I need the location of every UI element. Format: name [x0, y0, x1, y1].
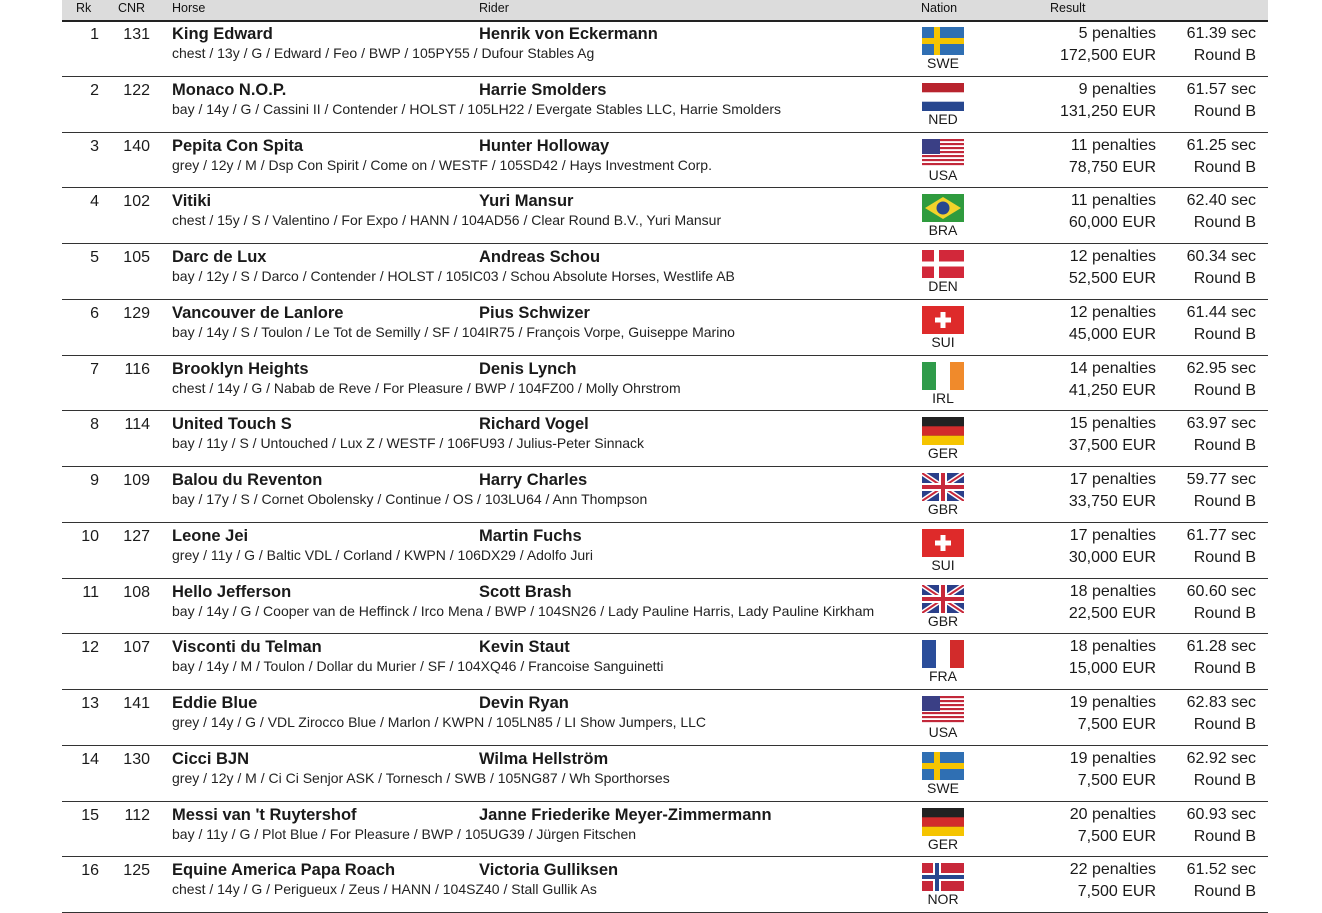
rank-cell: 8 — [90, 416, 99, 434]
cnr-cell: 112 — [124, 806, 150, 824]
round-time: 63.97 sec — [1186, 415, 1256, 433]
nation-code: DEN — [928, 278, 958, 294]
round-label: Round B — [1193, 158, 1256, 176]
rider-name: Scott Brash — [479, 582, 572, 601]
cnr-cell: 122 — [123, 81, 150, 99]
table-row — [62, 132, 1268, 189]
cnr-cell: 141 — [123, 695, 150, 712]
horse-details: bay / 14y / M / Toulon / Dollar du Murier / SF / 104XQ46 / Francoise Sanguinetti — [172, 658, 664, 675]
cnr-cell: 114 — [124, 416, 150, 434]
usa-flag-icon — [922, 139, 964, 167]
rank-cell: 9 — [90, 472, 99, 489]
penalties: 12 penalties — [1069, 303, 1156, 321]
nation-code: SWE — [927, 55, 959, 71]
round-time: 61.52 sec — [1186, 861, 1256, 879]
cnr-cell: 125 — [123, 862, 150, 880]
nation-code: GER — [927, 445, 959, 462]
nation-code: FRA — [929, 668, 957, 685]
fra-flag-icon — [922, 640, 964, 668]
prize-money: 15,000 EUR — [1068, 660, 1156, 678]
round-label: Round B — [1193, 437, 1256, 455]
rank-cell: 6 — [90, 304, 99, 322]
table-row — [62, 745, 1268, 802]
round-label: Round B — [1193, 660, 1256, 678]
den-flag-icon — [922, 250, 964, 278]
horse-details: chest / 13y / G / Edward / Feo / BWP / 105PY55 / Dufour Stables Ag — [172, 45, 595, 61]
prize-money: 41,250 EUR — [1068, 381, 1156, 399]
penalties: 19 penalties — [1069, 749, 1156, 767]
round-label: Round B — [1193, 270, 1256, 287]
horse-name: Pepita Con Spita — [172, 136, 304, 155]
penalties: 15 penalties — [1069, 415, 1156, 433]
table-row — [62, 633, 1268, 690]
header-horse: Horse — [172, 1, 206, 15]
horse-name: Hello Jefferson — [172, 582, 292, 601]
usa-flag-icon — [922, 696, 964, 724]
horse-name: Brooklyn Heights — [172, 359, 309, 378]
cnr-cell: 127 — [123, 527, 150, 545]
prize-money: 172,500 EUR — [1059, 47, 1156, 64]
rider-name: Wilma Hellström — [479, 749, 609, 768]
horse-details: chest / 14y / G / Nabab de Reve / For Pleasure / BWP / 104FZ00 / Molly Ohrstrom — [172, 379, 681, 396]
table-row — [62, 522, 1268, 579]
horse-details: bay / 14y / G / Cooper van de Heffinck / Irco Mena / BWP / 104SN26 / Lady Pauline Harris, Lady Pauline Kirkham — [172, 602, 875, 619]
nation-code: BRA — [928, 222, 958, 239]
round-label: Round B — [1193, 771, 1256, 789]
bra-flag-icon — [922, 194, 964, 222]
round-label: Round B — [1193, 548, 1256, 566]
header-rank: Rk — [76, 1, 92, 15]
round-label: Round B — [1193, 716, 1256, 733]
nation-code: IRL — [932, 389, 954, 406]
penalties: 11 penalties — [1070, 192, 1156, 210]
horse-name: Visconti du Telman — [172, 638, 322, 657]
round-time: 61.25 sec — [1186, 136, 1256, 154]
table-row — [62, 801, 1268, 858]
ned-flag-icon — [922, 83, 964, 111]
horse-name: United Touch S — [172, 415, 292, 434]
penalties: 9 penalties — [1078, 80, 1156, 98]
horse-details: grey / 12y / M / Ci Ci Senjor ASK / Tornesch / SWB / 105NG87 / Wh Sporthorses — [172, 769, 670, 786]
irl-flag-icon — [922, 362, 964, 390]
rider-name: Victoria Gulliksen — [479, 861, 619, 880]
table-row — [62, 355, 1268, 412]
table-row — [62, 299, 1268, 356]
round-time: 61.77 sec — [1186, 526, 1256, 544]
round-time: 62.83 sec — [1186, 694, 1256, 711]
round-label: Round B — [1193, 47, 1256, 64]
rank-cell: 7 — [90, 360, 99, 378]
rider-name: Janne Friederike Meyer-Zimmermann — [479, 805, 772, 824]
horse-name: Leone Jei — [172, 526, 249, 545]
nation-code: NED — [928, 110, 958, 127]
table-row — [62, 410, 1268, 467]
rider-name: Yuri Mansur — [479, 192, 574, 211]
rank-cell: 10 — [81, 527, 99, 545]
table-row — [62, 76, 1268, 133]
header-cnr: CNR — [118, 1, 146, 15]
rank-cell: 11 — [82, 583, 99, 601]
horse-name: Equine America Papa Roach — [172, 861, 396, 880]
cnr-cell: 130 — [123, 750, 150, 768]
prize-money: 60,000 EUR — [1068, 214, 1156, 232]
round-time: 60.60 sec — [1186, 582, 1256, 600]
prize-money: 7,500 EUR — [1077, 771, 1156, 789]
cnr-cell: 131 — [123, 26, 150, 43]
horse-name: Eddie Blue — [172, 694, 258, 712]
horse-name: Messi van 't Ruytershof — [172, 805, 357, 824]
penalties: 11 penalties — [1070, 136, 1156, 154]
horse-details: bay / 17y / S / Cornet Obolensky / Continue / OS / 103LU64 / Ann Thompson — [172, 491, 648, 507]
table-row — [62, 466, 1268, 523]
prize-money: 7,500 EUR — [1077, 827, 1156, 845]
horse-name: Darc de Lux — [172, 248, 267, 266]
prize-money: 78,750 EUR — [1068, 158, 1156, 176]
table-row — [62, 578, 1268, 635]
rider-name: Martin Fuchs — [479, 526, 582, 545]
rank-cell: 2 — [90, 81, 99, 99]
penalties: 18 penalties — [1069, 582, 1156, 600]
rank-cell: 4 — [90, 193, 99, 211]
table-row — [62, 187, 1268, 244]
table-row — [62, 689, 1268, 746]
prize-money: 7,500 EUR — [1077, 883, 1156, 901]
rider-name: Denis Lynch — [479, 359, 577, 378]
round-time: 61.28 sec — [1186, 638, 1256, 656]
rank-cell: 12 — [81, 639, 99, 657]
gbr-flag-icon — [922, 585, 964, 613]
nation-code: GER — [927, 835, 959, 852]
nation-code: GBR — [927, 612, 959, 629]
penalties: 19 penalties — [1069, 694, 1156, 711]
penalties: 18 penalties — [1069, 638, 1156, 656]
round-time: 60.93 sec — [1186, 805, 1256, 823]
nation-code: NOR — [927, 891, 959, 908]
horse-details: bay / 12y / S / Darco / Contender / HOLST / 105IC03 / Schou Absolute Horses, Westlife AB — [172, 268, 735, 284]
table-row — [62, 856, 1268, 913]
rank-cell: 16 — [81, 862, 99, 880]
round-time: 60.34 sec — [1186, 248, 1256, 265]
round-label: Round B — [1193, 325, 1256, 343]
horse-details: chest / 15y / S / Valentino / For Expo / HANN / 104AD56 / Clear Round B.V., Yuri Mansur — [172, 212, 722, 229]
rider-name: Harry Charles — [479, 471, 588, 489]
round-label: Round B — [1193, 827, 1256, 845]
round-label: Round B — [1193, 102, 1256, 120]
cnr-cell: 107 — [123, 639, 150, 657]
nation-code: SWE — [927, 779, 959, 796]
header-nation: Nation — [921, 1, 958, 15]
rider-name: Andreas Schou — [479, 248, 601, 266]
nation-code: GBR — [927, 501, 959, 517]
header-rider: Rider — [479, 1, 509, 15]
horse-details: chest / 14y / G / Perigueux / Zeus / HANN / 104SZ40 / Stall Gullik As — [172, 881, 597, 898]
round-time: 62.40 sec — [1186, 192, 1256, 210]
round-label: Round B — [1193, 883, 1256, 901]
header-result: Result — [1050, 1, 1086, 15]
prize-money: 131,250 EUR — [1059, 102, 1156, 120]
horse-details: bay / 14y / G / Cassini II / Contender / HOLST / 105LH22 / Evergate Stables LLC, Harrie Smolders — [172, 100, 782, 117]
ger-flag-icon — [922, 417, 964, 445]
horse-name: Cicci BJN — [172, 749, 250, 768]
prize-money: 22,500 EUR — [1068, 604, 1156, 622]
horse-details: bay / 14y / S / Toulon / Le Tot de Semilly / SF / 104IR75 / François Vorpe, Guiseppe Marino — [172, 323, 735, 340]
cnr-cell: 129 — [123, 304, 150, 322]
sui-flag-icon — [922, 529, 964, 557]
rank-cell: 15 — [81, 806, 99, 824]
swe-flag-icon — [922, 27, 964, 55]
cnr-cell: 140 — [123, 137, 150, 155]
prize-money: 37,500 EUR — [1068, 437, 1156, 455]
nation-code: SUI — [931, 556, 955, 573]
round-time: 59.77 sec — [1186, 471, 1256, 488]
sui-flag-icon — [922, 306, 964, 334]
cnr-cell: 102 — [123, 193, 150, 211]
round-label: Round B — [1193, 493, 1256, 510]
rider-name: Henrik von Eckermann — [479, 25, 658, 43]
nation-code: SUI — [931, 333, 955, 350]
horse-details: bay / 11y / S / Untouched / Lux Z / WESTF / 106FU93 / Julius-Peter Sinnack — [172, 435, 645, 452]
round-time: 61.57 sec — [1186, 80, 1256, 98]
penalties: 17 penalties — [1069, 526, 1156, 544]
rank-cell: 5 — [90, 249, 99, 266]
round-label: Round B — [1193, 604, 1256, 622]
horse-name: Vitiki — [172, 192, 212, 211]
horse-details: grey / 14y / G / VDL Zirocco Blue / Marlon / KWPN / 105LN85 / LI Show Jumpers, LLC — [172, 714, 707, 730]
round-time: 62.92 sec — [1186, 749, 1256, 767]
rank-cell: 3 — [90, 137, 99, 155]
horse-details: grey / 11y / G / Baltic VDL / Corland / KWPN / 106DX29 / Adolfo Juri — [172, 546, 593, 563]
table-row — [62, 20, 1268, 77]
round-label: Round B — [1193, 381, 1256, 399]
rider-name: Richard Vogel — [479, 415, 589, 434]
prize-money: 7,500 EUR — [1077, 716, 1156, 733]
rank-cell: 13 — [81, 695, 99, 712]
prize-money: 52,500 EUR — [1068, 270, 1156, 287]
nation-code: USA — [928, 724, 958, 740]
nor-flag-icon — [922, 863, 964, 891]
horse-name: Balou du Reventon — [172, 471, 323, 489]
cnr-cell: 116 — [124, 360, 150, 378]
prize-money: 30,000 EUR — [1068, 548, 1156, 566]
penalties: 5 penalties — [1078, 25, 1156, 42]
penalties: 22 penalties — [1069, 861, 1156, 879]
round-time: 61.39 sec — [1186, 25, 1256, 42]
rider-name: Devin Ryan — [479, 694, 569, 712]
table-row — [62, 243, 1268, 300]
rank-cell: 1 — [90, 26, 99, 43]
round-time: 62.95 sec — [1186, 359, 1256, 377]
ger-flag-icon — [922, 808, 964, 836]
horse-details: bay / 11y / G / Plot Blue / For Pleasure / BWP / 105UG39 / Jürgen Fitschen — [172, 825, 637, 842]
round-label: Round B — [1193, 214, 1256, 232]
swe-flag-icon — [922, 752, 964, 780]
prize-money: 33,750 EUR — [1068, 493, 1156, 510]
rider-name: Kevin Staut — [479, 638, 570, 657]
gbr-flag-icon — [922, 473, 964, 501]
rider-name: Harrie Smolders — [479, 80, 607, 99]
cnr-cell: 105 — [123, 249, 150, 266]
cnr-cell: 109 — [123, 472, 150, 489]
rider-name: Hunter Holloway — [479, 136, 610, 155]
penalties: 20 penalties — [1069, 805, 1156, 823]
penalties: 17 penalties — [1069, 471, 1156, 488]
horse-name: Monaco N.O.P. — [172, 80, 287, 99]
results-table-header — [62, 0, 1268, 22]
horse-name: Vancouver de Lanlore — [172, 303, 344, 322]
horse-name: King Edward — [172, 25, 273, 43]
cnr-cell: 108 — [123, 583, 150, 601]
penalties: 12 penalties — [1069, 248, 1156, 265]
penalties: 14 penalties — [1069, 359, 1156, 377]
nation-code: USA — [928, 166, 958, 183]
prize-money: 45,000 EUR — [1068, 325, 1156, 343]
horse-details: grey / 12y / M / Dsp Con Spirit / Come on / WESTF / 105SD42 / Hays Investment Corp. — [172, 156, 712, 173]
rank-cell: 14 — [81, 750, 99, 768]
round-time: 61.44 sec — [1186, 303, 1256, 321]
rider-name: Pius Schwizer — [479, 303, 590, 322]
